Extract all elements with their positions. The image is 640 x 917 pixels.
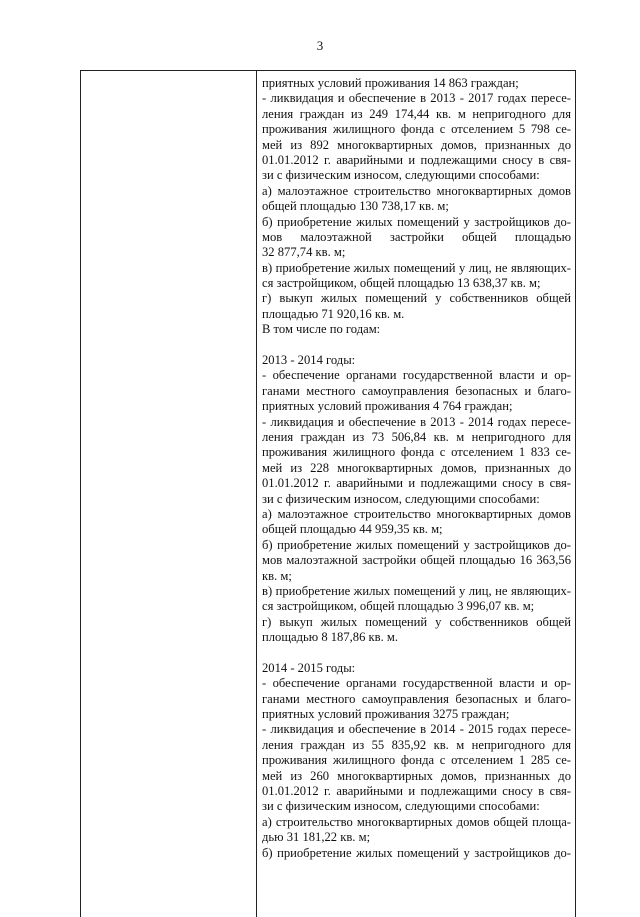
text-line: приятных условий проживания 14 863 граждан;: [262, 76, 519, 90]
text-line: в) приобретение жилых помещений у лиц, не являющих-: [262, 260, 571, 275]
blank-line: [262, 338, 571, 353]
table-right-column: [257, 71, 575, 917]
text-line: мов малоэтажной застройки общей площадью: [262, 229, 571, 244]
text-line: - ликвидация и обеспечение в 2013 - 2017 годах пересе-: [262, 91, 571, 106]
text-line: б) приобретение жилых помещений у застройщиков до-: [262, 537, 571, 552]
text-line: В том числе по годам:: [262, 322, 381, 337]
blank-line: [262, 645, 571, 660]
text-line: 01.01.2012 г. аварийными и подлежащими сносу в свя-: [262, 152, 571, 167]
text-line: дью 31 181,22 кв. м;: [262, 830, 371, 845]
text-line: - ликвидация и обеспечение в 2013 - 2014 годах пересе-: [262, 414, 571, 429]
text-line: 01.01.2012 г. аварийными и подлежащими сносу в свя-: [262, 783, 571, 798]
text-line: ления граждан из 249 174,44 кв. м непригодного для: [262, 106, 571, 121]
document-table: [80, 70, 576, 917]
text-line: приятных условий проживания 4 764 граждан;: [262, 399, 513, 414]
text-line: зи с физическим износом, следующими способами:: [262, 491, 540, 506]
text-line: проживания жилищного фонда с отселением 1 833 се-: [262, 445, 571, 460]
text-line: мей из 892 многоквартирных домов, признанных до: [262, 137, 571, 152]
text-line: приятных условий проживания 3275 граждан;: [262, 707, 510, 722]
text-line: мов малоэтажной застройки общей площадью 16 363,56: [262, 553, 571, 568]
text-line: а) малоэтажное строительство многоквартирных домов: [262, 183, 571, 198]
text-line: - обеспечение органами государственной власти и ор-: [262, 368, 571, 383]
text-line: 01.01.2012 г. аварийными и подлежащими сносу в свя-: [262, 476, 571, 491]
page-number: 3: [316, 38, 324, 53]
text-line: - ликвидация и обеспечение в 2014 - 2015 годах пересе-: [262, 722, 571, 737]
text-line: площадью 8 187,86 кв. м.: [262, 630, 399, 645]
text-line: общей площадью 44 959,35 кв. м;: [262, 522, 443, 537]
text-line: площадью 71 920,16 кв. м.: [262, 306, 405, 321]
text-line: ления граждан из 55 835,92 кв. м непригодного для: [262, 737, 571, 752]
text-line: в) приобретение жилых помещений у лиц, не являющих-: [262, 583, 571, 598]
text-line: кв. м;: [262, 568, 292, 583]
text-line: 2014 - 2015 годы:: [262, 660, 356, 675]
text-line: а) малоэтажное строительство многоквартирных домов: [262, 506, 571, 521]
text-line: проживания жилищного фонда с отселением 5 798 се-: [262, 122, 571, 137]
text-line: зи с физическим износом, следующими способами:: [262, 168, 540, 183]
text-line: 2013 - 2014 годы:: [262, 353, 356, 368]
text-line: проживания жилищного фонда с отселением 1 285 се-: [262, 753, 571, 768]
text-line: зи с физическим износом, следующими способами:: [262, 799, 540, 814]
text-line: б) приобретение жилых помещений у застройщиков до-: [262, 845, 571, 860]
text-line: мей из 228 многоквартирных домов, признанных до: [262, 460, 571, 475]
text-line: а) строительство многоквартирных домов общей площа-: [262, 814, 571, 829]
text-line: ся застройщиком, общей площадью 13 638,37 кв. м;: [262, 276, 541, 291]
text-line: б) приобретение жилых помещений у застройщиков до-: [262, 214, 571, 229]
text-line: общей площадью 130 738,17 кв. м;: [262, 199, 449, 214]
text-line: ганами местного самоуправления безопасных и благо-: [262, 383, 571, 398]
text-line: ся застройщиком, общей площадью 3 996,07 кв. м;: [262, 599, 535, 614]
text-line: мей из 260 многоквартирных домов, признанных до: [262, 768, 571, 783]
text-line: г) выкуп жилых помещений у собственников общей: [262, 291, 571, 306]
text-line: ганами местного самоуправления безопасных и благо-: [262, 691, 571, 706]
text-line: ления граждан из 73 506,84 кв. м непригодного для: [262, 429, 571, 444]
text-line: - обеспечение органами государственной власти и ор-: [262, 676, 571, 691]
text-line: 32 877,74 кв. м;: [262, 245, 346, 260]
table-left-column: [81, 71, 257, 917]
text-line: г) выкуп жилых помещений у собственников общей: [262, 614, 571, 629]
